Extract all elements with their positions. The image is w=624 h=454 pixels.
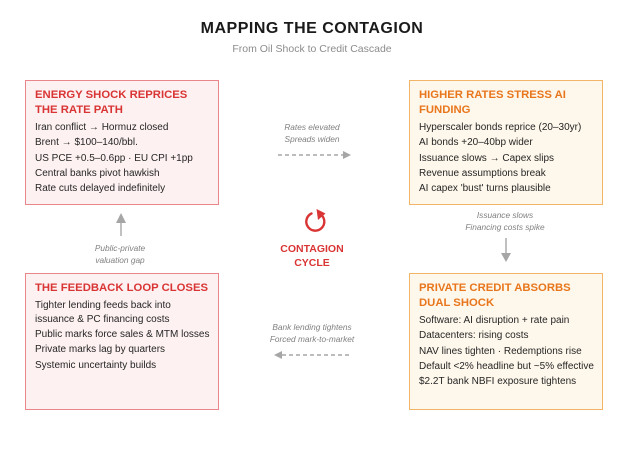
private-credit-item: Datacenters: rising costs [419,330,529,342]
arrow-down-icon [501,238,511,262]
energy-shock-title: ENERGY SHOCK REPRICES THE RATE PATH [35,89,188,116]
private-credit-item: Default <2% headline but ~5% effective [419,360,594,372]
higher-rates-item: Revenue assumptions break [419,167,546,179]
feedback-loop-item: Public marks force sales & MTM losses [35,329,210,341]
top-connector-line1: Rates elevated [284,122,340,132]
bottom-connector-line2: Forced mark-to-market [269,334,355,344]
contagion-cycle-line2: CYCLE [294,257,330,269]
higher-rates-item: AI capex 'bust' turns plausible [419,183,551,195]
top-connector-line2: Spreads widen [284,134,340,144]
right-connector-line1: Issuance slows [476,210,534,220]
energy-shock-item: Iran conflict → Hormuz closed [35,122,169,133]
page-title: MAPPING THE CONTAGION [200,20,424,37]
private-credit-title: PRIVATE CREDIT ABSORBS DUAL SHOCK [419,282,571,309]
higher-rates-item: Issuance slows → Capex slips [419,152,555,164]
higher-rates-item: Hyperscaler bonds reprice (20–30yr) [419,122,582,133]
energy-shock-item: US PCE +0.5–0.6pp · EU CPI +1pp [35,152,193,164]
energy-shock-item: Brent → $100–140/bbl. [35,137,138,149]
arrow-up-icon [116,213,126,236]
page-subtitle: From Oil Shock to Credit Cascade [232,43,392,55]
private-credit-item: NAV lines tighten · Redemptions rise [419,345,582,357]
arrow-left-icon [274,351,350,359]
private-credit-item: Software: AI disruption + rate pain [419,315,570,326]
higher-rates-title: HIGHER RATES STRESS AI FUNDING [419,89,566,116]
private-credit-item: $2.2T bank NBFI exposure tightens [419,376,577,388]
contagion-cycle-line1: CONTAGION [280,243,344,255]
energy-shock-item: Rate cuts delayed indefinitely [35,183,166,195]
right-connector-line2: Financing costs spike [465,222,545,232]
energy-shock-item: Central banks pivot hawkish [35,167,160,179]
left-connector-line1: Public-private [94,243,146,253]
feedback-loop-item: Private marks lag by quarters [35,344,166,356]
arrow-right-icon [278,151,351,159]
bottom-connector-line1: Bank lending tightens [272,322,352,332]
left-connector-line2: valuation gap [95,255,145,265]
higher-rates-item: AI bonds +20–40bp wider [419,137,533,149]
feedback-loop-title: THE FEEDBACK LOOP CLOSES [35,282,209,294]
contagion-cycle-label [262,242,362,270]
feedback-loop-item: Tighter lending feeds back into issuance & PC financing costs [35,300,171,325]
cycle-arrow-icon [306,209,325,231]
feedback-loop-item: Systemic uncertainty builds [35,359,157,371]
